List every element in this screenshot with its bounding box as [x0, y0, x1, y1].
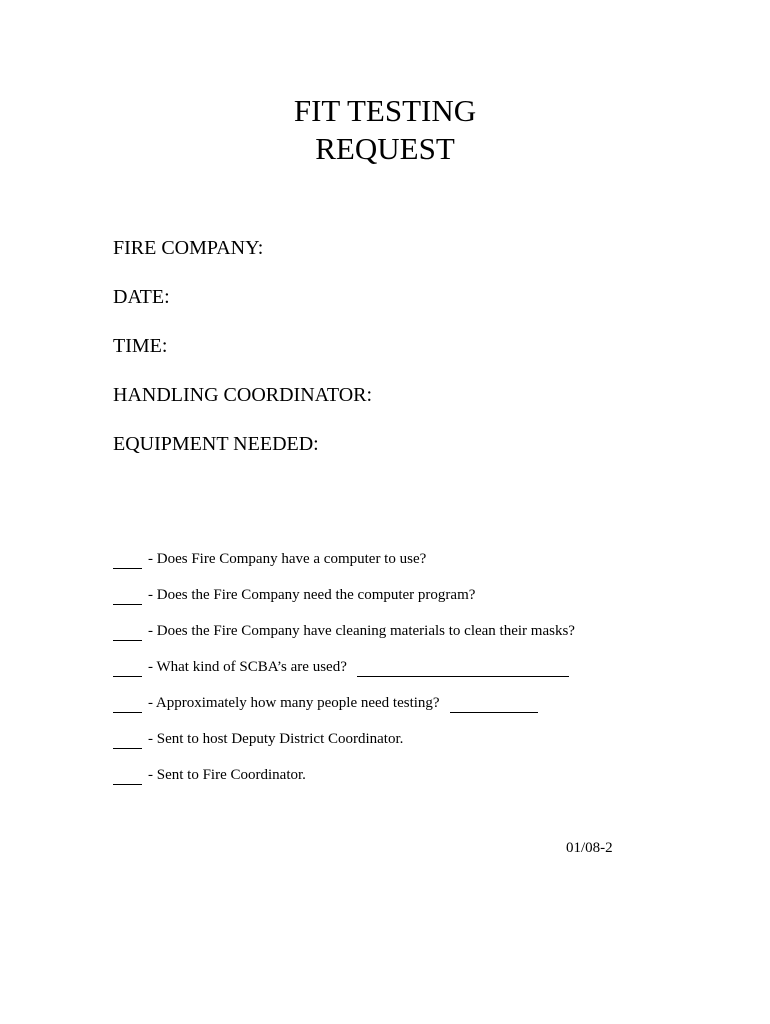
time-field[interactable]: TIME:: [113, 335, 168, 357]
check-blank[interactable]: [113, 734, 142, 749]
checklist-item-text: - Does the Fire Company need the computer program?: [148, 587, 476, 603]
checklist-item-text: - Sent to Fire Coordinator.: [148, 767, 306, 783]
checklist-item-deputy-sent: [113, 729, 575, 749]
check-blank[interactable]: [113, 590, 142, 605]
check-blank[interactable]: [113, 698, 142, 713]
check-blank[interactable]: [113, 662, 142, 677]
checklist-item-scba: [113, 657, 575, 677]
check-blank[interactable]: [113, 770, 142, 785]
checklist-item-text: - What kind of SCBA’s are used?: [148, 659, 347, 675]
title-line-2: REQUEST: [315, 131, 455, 166]
fire-company-field[interactable]: FIRE COMPANY:: [113, 237, 264, 259]
date-field[interactable]: DATE:: [113, 286, 170, 308]
title-line-1: FIT TESTING: [293, 93, 477, 128]
check-blank[interactable]: [113, 626, 142, 641]
page-title: [0, 92, 770, 168]
checklist-item-text: - Does Fire Company have a computer to use?: [148, 551, 427, 567]
scba-answer-line[interactable]: [357, 662, 569, 677]
request-fields: [113, 236, 372, 481]
checklist-item-fire-coordinator-sent: [113, 765, 575, 785]
checklist-item-text: - Approximately how many people need testing?: [148, 695, 440, 711]
handling-coordinator-field[interactable]: HANDLING COORDINATOR:: [113, 384, 373, 406]
people-count-answer-line[interactable]: [450, 698, 538, 713]
checklist: [113, 549, 575, 801]
checklist-item-text: - Does the Fire Company have cleaning materials to clean their masks?: [148, 623, 575, 639]
check-blank[interactable]: [113, 554, 142, 569]
checklist-item-computer: [113, 549, 575, 569]
checklist-item-program: [113, 585, 575, 605]
form-code: 01/08-2: [566, 840, 613, 856]
checklist-item-text: - Sent to host Deputy District Coordinator.: [148, 731, 404, 747]
equipment-needed-field[interactable]: EQUIPMENT NEEDED:: [113, 433, 319, 455]
checklist-item-cleaning: [113, 621, 575, 641]
checklist-item-people-count: [113, 693, 575, 713]
